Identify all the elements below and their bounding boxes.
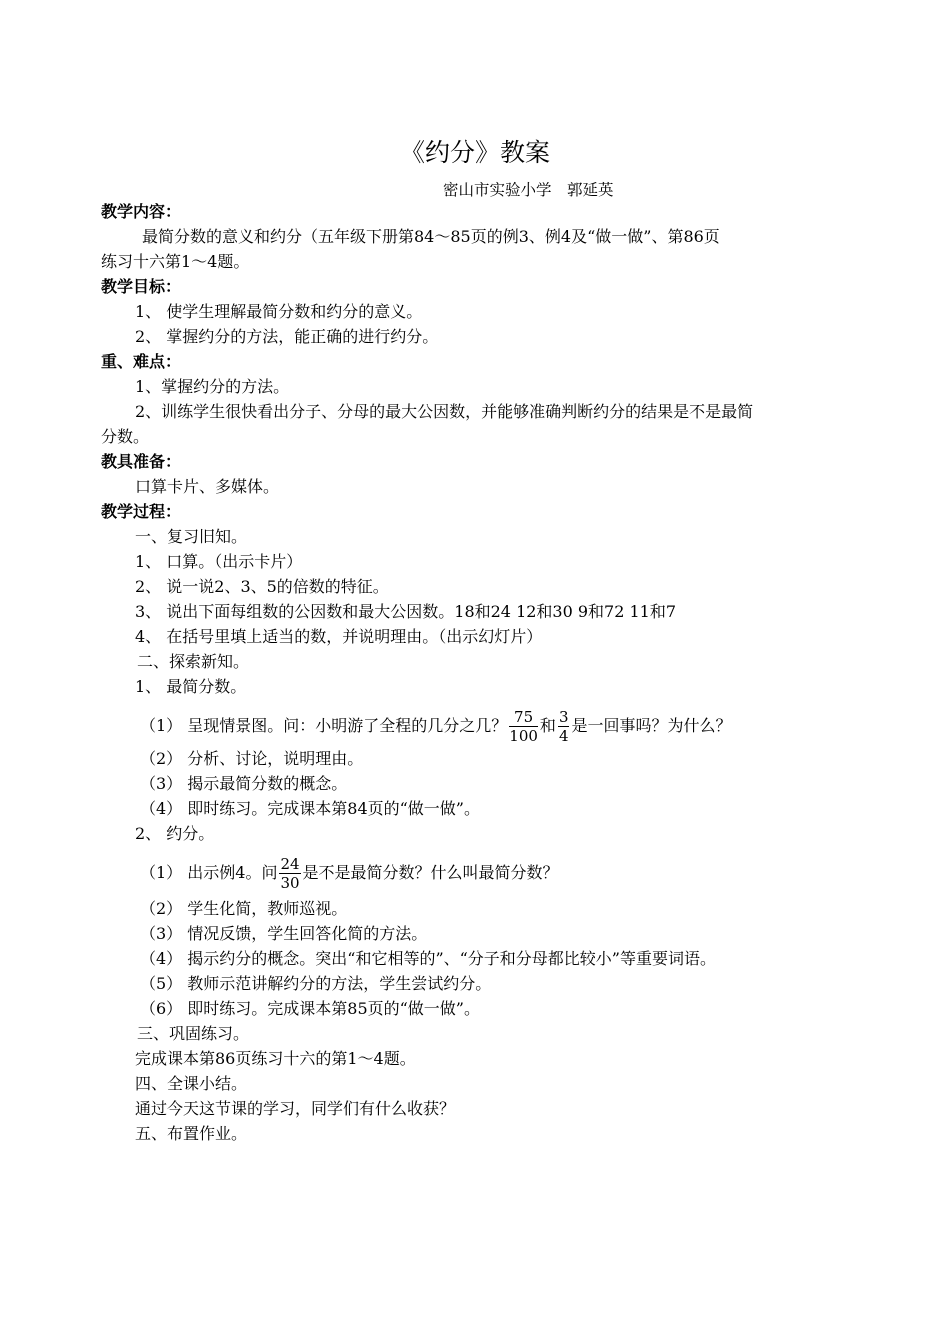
sub-2-1-text-b: 是不是最简分数？什么叫最简分数？: [302, 863, 559, 882]
process-1-item-3: 3、 说出下面每组数的公因数和最大公因数。18和24 12和30 9和72 11和7: [135, 602, 677, 621]
process-3-line: 完成课本第86页练习十六的第1～4题。: [135, 1049, 416, 1068]
process-2-2-sub-3: （3） 情况反馈，学生回答化简的方法。: [140, 924, 428, 943]
heading-teaching-aids: 教具准备：: [101, 452, 182, 471]
process-section-3: 三、巩固练习。: [137, 1024, 250, 1043]
process-section-1: 一、复习旧知。: [135, 527, 248, 546]
content-line-2: 练习十六第1～4题。: [101, 252, 250, 271]
key-item-2-cont: 分数。: [101, 427, 150, 446]
process-section-5: 五、布置作业。: [135, 1124, 248, 1143]
process-1-item-2: 2、 说一说2、3、5的倍数的特征。: [135, 577, 389, 596]
key-item-2: 2、训练学生很快看出分子、分母的最大公因数，并能够准确判断约分的结果是不是最简: [135, 402, 754, 421]
process-2-item-2: 2、 约分。: [135, 824, 215, 843]
key-item-1: 1、掌握约分的方法。: [135, 377, 290, 396]
process-2-1-sub-4: （4） 即时练习。完成课本第84页的“做一做”。: [140, 799, 480, 818]
process-2-2-sub-1: [140, 855, 559, 892]
fraction-denominator: 30: [280, 874, 300, 892]
process-2-1-sub-3: （3） 揭示最简分数的概念。: [140, 774, 348, 793]
process-2-2-sub-2: （2） 学生化简，教师巡视。: [140, 899, 348, 918]
heading-teaching-goals: 教学目标：: [101, 277, 182, 296]
fraction-denominator: 100: [509, 727, 538, 745]
sub-1-text-b: 和: [539, 716, 556, 735]
sub-1-text-a: （1） 呈现情景图。问：小明游了全程的几分之几？: [140, 716, 508, 735]
heading-teaching-process: 教学过程：: [101, 502, 182, 521]
process-1-item-4: 4、 在括号里填上适当的数，并说明理由。（出示幻灯片）: [135, 627, 543, 646]
author-line: 密山市实验小学 郭延英: [443, 181, 614, 199]
process-section-2: 二、探索新知。: [137, 652, 250, 671]
heading-teaching-content: 教学内容：: [101, 202, 182, 221]
process-2-item-1: 1、 最简分数。: [135, 677, 247, 696]
heading-key-points: 重、难点：: [101, 352, 182, 371]
fraction-numerator: 75: [509, 708, 538, 727]
sub-2-1-text-a: （1） 出示例4。问: [140, 863, 278, 882]
fraction-75-100: [509, 708, 538, 745]
content-line-1: 最简分数的意义和约分（五年级下册第84～85页的例3、例4及“做一做”、第86页: [142, 227, 720, 246]
fraction-denominator: 4: [558, 727, 569, 745]
process-section-4: 四、全课小结。: [135, 1074, 248, 1093]
fraction-numerator: 3: [558, 708, 569, 726]
page-title: 《约分》教案: [399, 138, 550, 167]
process-2-2-sub-6: （6） 即时练习。完成课本第85页的“做一做”。: [140, 999, 480, 1018]
sub-1-text-c: 是一回事吗？为什么？: [571, 716, 732, 735]
process-2-1-sub-1: [140, 708, 732, 745]
fraction-3-4: [558, 708, 570, 745]
fraction-numerator: 24: [280, 855, 300, 873]
goal-item-2: 2、 掌握约分的方法，能正确的进行约分。: [135, 327, 439, 346]
goal-item-1: 1、 使学生理解最简分数和约分的意义。: [135, 302, 423, 321]
process-4-line: 通过今天这节课的学习，同学们有什么收获？: [135, 1099, 456, 1118]
process-2-1-sub-2: （2） 分析、讨论，说明理由。: [140, 749, 364, 768]
process-2-2-sub-4: （4） 揭示约分的概念。突出“和它相等的”、“分子和分母都比较小”等重要词语。: [140, 949, 716, 968]
aids-line: 口算卡片、多媒体。: [135, 477, 280, 496]
fraction-24-30: [279, 855, 300, 892]
process-2-2-sub-5: （5） 教师示范讲解约分的方法，学生尝试约分。: [140, 974, 492, 993]
process-1-item-1: 1、 口算。（出示卡片）: [135, 552, 303, 571]
